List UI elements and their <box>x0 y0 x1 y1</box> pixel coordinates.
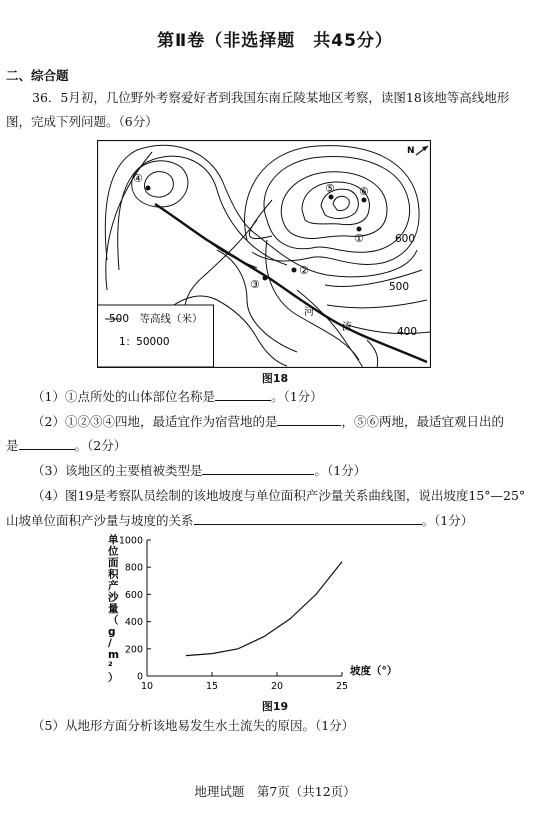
point-5-marker <box>329 195 334 200</box>
chart-y-axis-label: 单位面积产沙量（ g / m ² ） <box>108 534 119 684</box>
page-footer: 地理试题 第7页（共12页） <box>194 784 356 799</box>
page-title: 第Ⅱ卷（非选择题 共45分） <box>157 31 393 51</box>
question-2-line2: 是 。（2分） <box>6 438 127 453</box>
contour-label-400: 400 <box>397 326 418 338</box>
chart-y-tick-label: 600 <box>124 589 143 601</box>
question-1: （1）①点所处的山体部位名称是 。（1分） <box>32 389 323 404</box>
river-label-he: 河 <box>304 307 314 318</box>
contour-label-600: 600 <box>395 233 416 245</box>
chart-y-tick-label: 200 <box>124 644 143 656</box>
point-3-label: ③ <box>250 278 260 291</box>
chart-series-line <box>186 562 342 656</box>
point-4-label: ④ <box>133 172 143 185</box>
chart-x-tick-label: 20 <box>270 681 284 692</box>
chart-x-axis-label: 坡度（°） <box>350 665 398 677</box>
answer-blank-3[interactable] <box>202 462 314 475</box>
point-2-marker <box>292 268 297 273</box>
chart-y-tick-label: 1000 <box>118 535 143 547</box>
river-label-liu: 流 <box>342 322 352 333</box>
answer-blank-2a[interactable] <box>277 413 341 426</box>
question-36-stem-line2: 图，完成下列问题。（6分） <box>6 114 158 129</box>
north-label: N <box>407 146 415 156</box>
chart-x-tick-label: 25 <box>335 681 349 692</box>
figure-19-caption: 图19 <box>261 700 289 713</box>
question-4-line1: （4）图19是考察队员绘制的该地坡度与单位面积产沙量关系曲线图，说出坡度15°—25° <box>32 488 526 503</box>
point-2-label: ② <box>299 264 309 277</box>
point-1-label: ① <box>354 232 364 245</box>
chart-y-tick-label: 800 <box>124 562 143 574</box>
figure-18-contour-map <box>97 140 431 368</box>
chart-x-tick-label: 15 <box>205 681 219 692</box>
point-6-label: ⑥ <box>359 185 369 198</box>
point-5-label: ⑤ <box>325 182 335 195</box>
question-36-stem-line1: 36．5月初，几位野外考察爱好者到我国东南丘陵某地区考察，读图18该地等高线地形 <box>32 90 510 105</box>
question-2-line1: （2）①②③④四地，最适宜作为宿营地的是 ，⑤⑥两地，最适宜观日出的 <box>32 414 504 429</box>
question-4-line2: 山坡单位面积产沙量与坡度的关系 。（1分） <box>6 513 474 528</box>
answer-blank-2b[interactable] <box>19 437 75 450</box>
question-5: （5）从地形方面分析该地易发生水土流失的原因。（1分） <box>32 718 355 733</box>
answer-blank-4[interactable] <box>194 512 422 525</box>
legend-scale-text: 1：50000 <box>119 336 170 348</box>
point-4-marker <box>146 186 151 191</box>
section-heading: 二、综合题 <box>6 68 69 83</box>
question-3: （3）该地区的主要植被类型是 。（1分） <box>32 463 367 478</box>
chart-y-tick-label: 400 <box>124 617 143 629</box>
legend-contour-text: 500 等高线（米） <box>109 313 203 325</box>
chart-y-tick-label: 0 <box>136 671 143 683</box>
contour-label-500: 500 <box>389 281 410 293</box>
point-1-marker <box>357 227 362 232</box>
figure-19-chart <box>95 532 415 698</box>
chart-x-tick-label: 10 <box>140 681 154 692</box>
answer-blank-1[interactable] <box>215 388 271 401</box>
point-6-marker <box>362 198 367 203</box>
figure-18-caption: 图18 <box>261 372 289 385</box>
point-3-marker <box>263 276 268 281</box>
